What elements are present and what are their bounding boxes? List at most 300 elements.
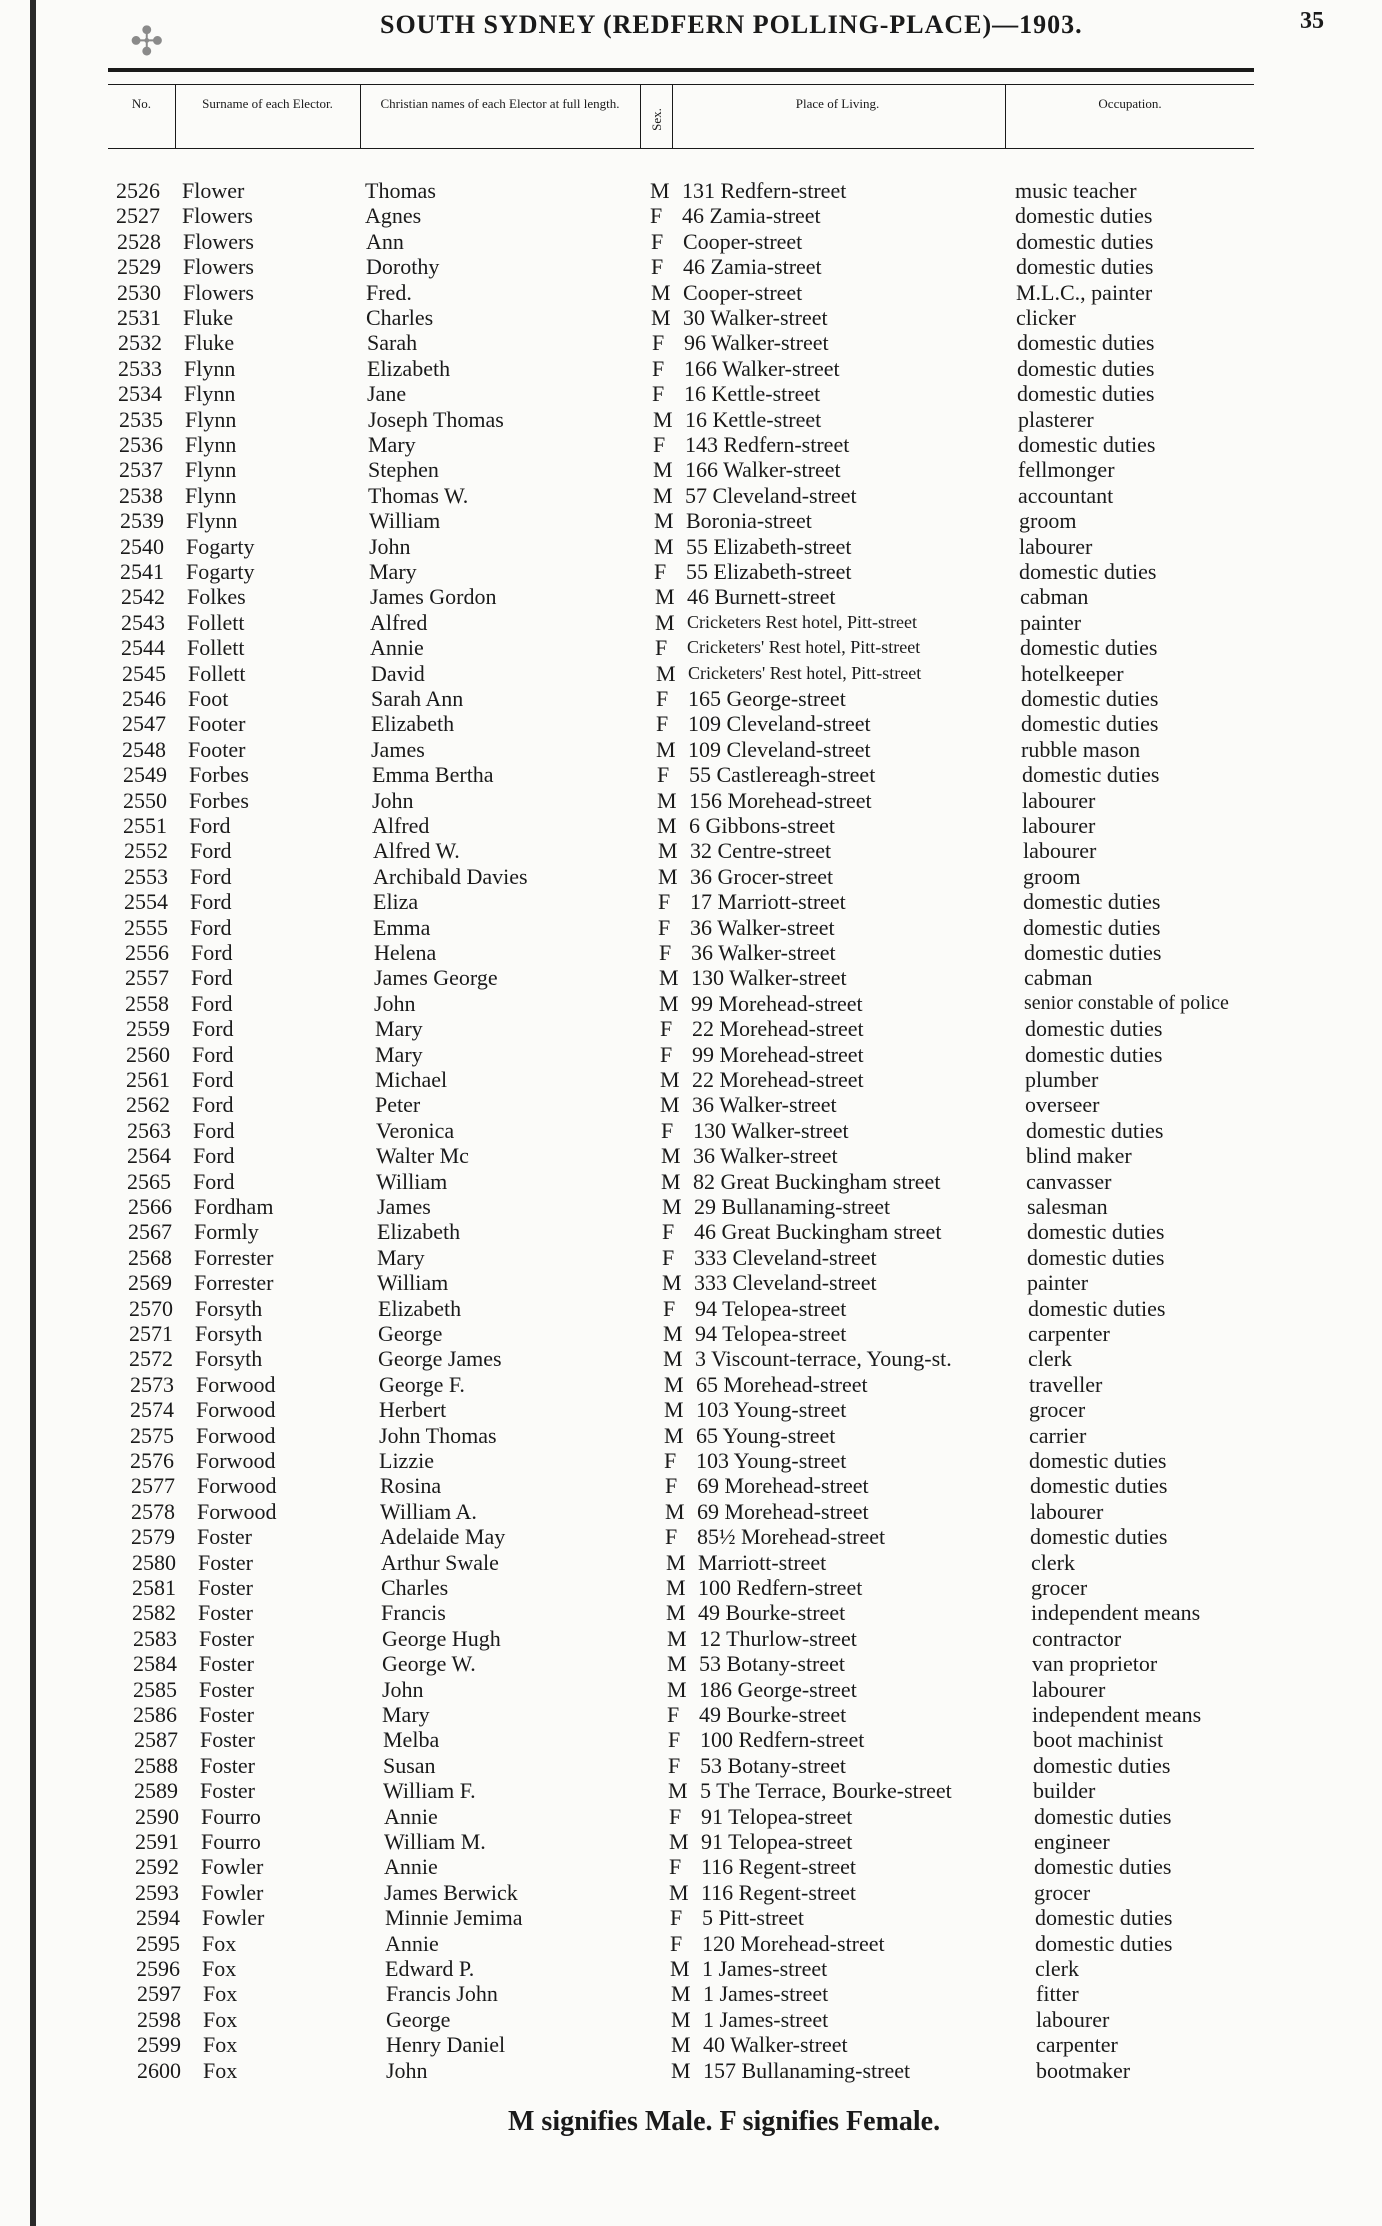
table-row (0, 991, 1382, 1016)
elector-place-of-living: 22 Morehead-street (692, 1016, 864, 1042)
elector-place-of-living: 53 Botany-street (699, 1651, 846, 1677)
elector-place-of-living: 36 Walker-street (692, 1092, 837, 1118)
elector-number: 2559 (126, 1016, 170, 1042)
elector-sex: M (653, 406, 673, 432)
table-row (0, 1346, 1382, 1371)
column-header-occupation: Occupation. (1098, 96, 1162, 111)
elector-number: 2597 (137, 1981, 181, 2007)
elector-christian-names: Sarah Ann (371, 686, 464, 711)
elector-christian-names: Melba (383, 1727, 440, 1753)
elector-sex: F (654, 559, 667, 584)
elector-sex: M (657, 813, 677, 838)
elector-number: 2588 (134, 1752, 178, 1778)
elector-place-of-living: 32 Centre-street (690, 838, 832, 864)
elector-surname: Foster (199, 1702, 254, 1727)
elector-surname: Flowers (183, 279, 254, 305)
elector-place-of-living: 69 Morehead-street (697, 1473, 869, 1499)
elector-christian-names: William (376, 1168, 448, 1194)
elector-place-of-living: 120 Morehead-street (702, 1930, 885, 1956)
elector-place-of-living: 99 Morehead-street (692, 1041, 864, 1067)
elector-sex: F (667, 1702, 680, 1727)
elector-place-of-living: 1 James-street (702, 1956, 828, 1981)
table-row (0, 356, 1382, 381)
page-number: 35 (1300, 8, 1324, 34)
elector-place-of-living: 1 James-street (703, 2006, 829, 2032)
elector-christian-names: Mary (375, 1016, 423, 1042)
table-row (0, 559, 1382, 584)
elector-occupation: clerk (1028, 1346, 1072, 1372)
elector-number: 2600 (137, 2057, 181, 2083)
elector-occupation: fellmonger (1018, 457, 1115, 483)
elector-surname: Fourro (201, 1829, 261, 1854)
header-rule (108, 84, 1254, 85)
table-row (0, 1448, 1382, 1473)
elector-number: 2585 (133, 1676, 177, 1702)
elector-sex: M (655, 584, 675, 610)
elector-place-of-living: 3 Viscount-terrace, Young-st. (695, 1346, 952, 1372)
elector-occupation: carrier (1029, 1422, 1087, 1448)
elector-christian-names: Jane (367, 381, 407, 407)
elector-surname: Forrester (194, 1270, 274, 1296)
table-row (0, 1524, 1382, 1549)
elector-surname: Ford (193, 1168, 235, 1194)
elector-occupation: domestic duties (1017, 355, 1155, 381)
elector-number: 2534 (118, 381, 162, 407)
elector-place-of-living: 94 Telopea-street (695, 1321, 847, 1346)
elector-number: 2592 (135, 1854, 179, 1880)
elector-sex: M (671, 1981, 691, 2007)
table-row (0, 1143, 1382, 1168)
elector-surname: Foster (198, 1575, 253, 1600)
elector-number: 2583 (133, 1625, 177, 1651)
elector-christian-names: Stephen (368, 457, 439, 483)
elector-number: 2563 (127, 1117, 171, 1143)
elector-place-of-living: 36 Walker-street (691, 940, 836, 965)
elector-christian-names: John (382, 1676, 424, 1702)
elector-sex: M (650, 178, 670, 203)
elector-place-of-living: 46 Zamia-street (683, 254, 822, 280)
elector-number: 2596 (136, 1956, 180, 1981)
table-row (0, 381, 1382, 406)
table-row (0, 280, 1382, 305)
elector-christian-names: Rosina (380, 1473, 442, 1499)
elector-number: 2555 (124, 914, 168, 940)
elector-place-of-living: 103 Young-street (696, 1397, 847, 1423)
elector-occupation: domestic duties (1030, 1524, 1168, 1550)
elector-occupation: domestic duties (1021, 686, 1159, 711)
elector-occupation: builder (1033, 1778, 1096, 1804)
elector-sex: M (651, 305, 671, 330)
elector-christian-names: William A. (380, 1498, 477, 1524)
table-row (0, 1550, 1382, 1575)
elector-christian-names: Elizabeth (377, 1219, 461, 1245)
sex-legend: M signifies Male. F signifies Female. (508, 2106, 941, 2137)
table-row (0, 965, 1382, 990)
elector-christian-names: Alfred (372, 813, 430, 838)
elector-christian-names: John (386, 2057, 428, 2083)
elector-sex: M (661, 1143, 681, 1169)
elector-place-of-living: 96 Walker-street (684, 330, 829, 356)
elector-surname: Ford (190, 863, 232, 889)
elector-sex: F (663, 1295, 676, 1321)
elector-occupation: domestic duties (1017, 330, 1155, 356)
table-row (0, 483, 1382, 508)
elector-sex: F (662, 1219, 675, 1245)
elector-place-of-living: 156 Morehead-street (689, 787, 872, 813)
elector-number: 2568 (128, 1244, 172, 1270)
elector-number: 2587 (134, 1727, 178, 1753)
elector-occupation: cabman (1024, 965, 1093, 991)
table-row (0, 1981, 1382, 2006)
elector-christian-names: William (369, 508, 441, 534)
elector-surname: Forwood (196, 1397, 276, 1423)
elector-place-of-living: 130 Walker-street (693, 1117, 849, 1143)
elector-occupation: music teacher (1015, 178, 1137, 203)
elector-surname: Ford (191, 940, 233, 965)
elector-place-of-living: 46 Burnett-street (687, 584, 836, 610)
elector-christian-names: James George (374, 965, 498, 991)
table-row (0, 1499, 1382, 1524)
elector-occupation: grocer (1031, 1575, 1088, 1600)
elector-sex: M (654, 533, 674, 559)
table-row (0, 1905, 1382, 1930)
elector-christian-names: Francis (381, 1600, 446, 1626)
elector-surname: Fluke (184, 330, 235, 356)
elector-sex: M (660, 1067, 680, 1092)
elector-christian-names: George Hugh (382, 1625, 501, 1651)
column-header-no: No. (131, 96, 152, 111)
elector-christian-names: George (378, 1321, 443, 1346)
elector-christian-names: Veronica (376, 1117, 455, 1143)
ink-smudge: ✣ (130, 19, 164, 64)
elector-place-of-living: 12 Thurlow-street (699, 1625, 857, 1651)
table-row (0, 788, 1382, 813)
elector-sex: M (668, 1778, 688, 1804)
elector-number: 2558 (125, 990, 169, 1016)
elector-place-of-living: Cooper-street (683, 228, 803, 254)
elector-occupation: senior constable of police (1024, 991, 1229, 1014)
elector-christian-names: Mary (368, 432, 416, 457)
elector-sex: M (665, 1498, 685, 1524)
elector-sex: M (658, 863, 678, 889)
elector-place-of-living: 29 Bullanaming-street (694, 1194, 891, 1219)
elector-christian-names: Mary (375, 1041, 423, 1067)
elector-surname: Forwood (197, 1473, 277, 1499)
elector-occupation: domestic duties (1035, 1905, 1173, 1931)
table-row (0, 1245, 1382, 1270)
elector-sex: F (658, 914, 671, 940)
table-row (0, 1118, 1382, 1143)
elector-surname: Follett (187, 635, 245, 661)
elector-occupation: domestic duties (1023, 889, 1161, 915)
elector-sex: F (658, 889, 671, 915)
elector-surname: Flowers (182, 203, 253, 229)
elector-place-of-living: 100 Redfern-street (698, 1575, 863, 1600)
elector-place-of-living: 82 Great Buckingham street (693, 1168, 941, 1194)
table-row (0, 1169, 1382, 1194)
elector-sex: M (663, 1346, 683, 1372)
elector-number: 2586 (133, 1702, 177, 1727)
elector-surname: Ford (192, 1092, 234, 1118)
elector-number: 2566 (128, 1194, 172, 1219)
elector-number: 2551 (123, 813, 167, 838)
elector-surname: Flower (182, 178, 245, 203)
table-row (0, 407, 1382, 432)
elector-christian-names: Arthur Swale (381, 1549, 499, 1575)
elector-number: 2547 (122, 711, 166, 737)
elector-christian-names: David (371, 660, 425, 686)
table-row (0, 635, 1382, 660)
table-row (0, 686, 1382, 711)
elector-occupation: domestic duties (1024, 940, 1162, 965)
elector-occupation: labourer (1023, 838, 1097, 864)
elector-occupation: plumber (1025, 1067, 1099, 1092)
elector-occupation: domestic duties (1015, 203, 1153, 229)
elector-sex: F (661, 1117, 674, 1143)
column-divider (360, 84, 361, 148)
elector-number: 2544 (121, 635, 165, 661)
elector-occupation: clerk (1035, 1956, 1079, 1981)
elector-christian-names: Mary (369, 559, 417, 584)
table-row (0, 203, 1382, 228)
elector-christian-names: John (369, 533, 411, 559)
elector-place-of-living: 91 Telopea-street (701, 1829, 853, 1854)
elector-occupation: salesman (1027, 1194, 1108, 1219)
elector-christian-names: Edward P. (385, 1956, 475, 1981)
elector-surname: Foster (198, 1549, 253, 1575)
table-row (0, 508, 1382, 533)
elector-place-of-living: 53 Botany-street (700, 1752, 847, 1778)
elector-surname: Foster (198, 1600, 253, 1626)
elector-place-of-living: 166 Walker-street (685, 457, 841, 483)
elector-christian-names: Minnie Jemima (385, 1905, 523, 1931)
elector-christian-names: James Berwick (384, 1879, 518, 1905)
elector-place-of-living: 109 Cleveland-street (688, 711, 871, 737)
elector-occupation: grocer (1029, 1397, 1086, 1423)
elector-christian-names: George James (378, 1346, 502, 1372)
column-divider (640, 84, 641, 148)
table-row (0, 1778, 1382, 1803)
elector-christian-names: Agnes (365, 203, 422, 229)
elector-number: 2538 (119, 482, 163, 508)
elector-place-of-living: 103 Young-street (696, 1448, 847, 1473)
table-row (0, 432, 1382, 457)
elector-place-of-living: 69 Morehead-street (697, 1498, 869, 1524)
elector-christian-names: John (374, 990, 416, 1016)
elector-place-of-living: 130 Walker-street (691, 965, 847, 991)
elector-number: 2599 (137, 2032, 181, 2058)
elector-surname: Fordham (194, 1194, 274, 1219)
elector-sex: M (662, 1194, 682, 1219)
elector-occupation: domestic duties (1026, 1117, 1164, 1143)
table-row (0, 864, 1382, 889)
elector-surname: Fluke (183, 305, 234, 330)
column-divider (1005, 84, 1006, 148)
elector-place-of-living: 6 Gibbons-street (689, 813, 836, 838)
table-row (0, 1956, 1382, 1981)
elector-number: 2594 (136, 1905, 180, 1931)
elector-sex: M (655, 609, 675, 635)
elector-surname: Foster (199, 1651, 254, 1677)
elector-sex: M (653, 457, 673, 483)
elector-place-of-living: 143 Redfern-street (685, 432, 850, 457)
elector-surname: Foster (199, 1625, 254, 1651)
elector-place-of-living: 116 Regent-street (701, 1879, 856, 1905)
elector-christian-names: Alfred (370, 609, 428, 635)
elector-number: 2546 (122, 686, 166, 711)
elector-sex: M (664, 1371, 684, 1397)
elector-surname: Footer (188, 711, 246, 737)
elector-surname: Ford (192, 1041, 234, 1067)
elector-christian-names: Thomas W. (368, 482, 469, 508)
elector-surname: Flowers (183, 228, 254, 254)
elector-number: 2527 (116, 203, 160, 229)
elector-surname: Fogarty (186, 559, 255, 584)
elector-number: 2549 (123, 762, 167, 788)
table-row (0, 1219, 1382, 1244)
elector-surname: Ford (190, 889, 232, 915)
elector-number: 2561 (126, 1067, 170, 1092)
elector-place-of-living: Cooper-street (683, 279, 803, 305)
elector-place-of-living: 36 Walker-street (690, 914, 835, 940)
elector-surname: Ford (192, 1016, 234, 1042)
elector-sex: M (663, 1321, 683, 1346)
elector-surname: Foster (200, 1778, 255, 1804)
elector-surname: Foot (188, 686, 229, 711)
elector-surname: Forwood (196, 1422, 276, 1448)
elector-occupation: domestic duties (1020, 635, 1158, 661)
elector-number: 2593 (135, 1879, 179, 1905)
table-row (0, 1423, 1382, 1448)
elector-number: 2577 (131, 1473, 175, 1499)
elector-occupation: labourer (1030, 1498, 1104, 1524)
elector-occupation: domestic duties (1022, 762, 1160, 788)
elector-surname: Ford (191, 965, 233, 991)
elector-occupation: domestic duties (1025, 1041, 1163, 1067)
elector-place-of-living: 91 Telopea-street (701, 1803, 853, 1829)
elector-place-of-living: 85½ Morehead-street (697, 1524, 886, 1550)
elector-christian-names: Dorothy (366, 254, 440, 280)
elector-occupation: carpenter (1036, 2032, 1118, 2058)
elector-christian-names: Eliza (373, 889, 419, 915)
elector-sex: F (656, 711, 669, 737)
elector-surname: Forrester (194, 1244, 274, 1270)
elector-occupation: domestic duties (1034, 1803, 1172, 1829)
elector-number: 2579 (131, 1524, 175, 1550)
elector-occupation: carpenter (1028, 1321, 1110, 1346)
elector-surname: Foster (197, 1524, 252, 1550)
elector-place-of-living: 94 Telopea-street (695, 1295, 847, 1321)
elector-place-of-living: 55 Castlereagh-street (689, 762, 876, 788)
elector-number: 2560 (126, 1041, 170, 1067)
elector-place-of-living: 49 Bourke-street (699, 1702, 847, 1727)
elector-sex: F (668, 1752, 681, 1778)
elector-sex: F (655, 635, 668, 661)
page-title: SOUTH SYDNEY (REDFERN POLLING-PLACE)—1903. (380, 10, 1083, 39)
elector-sex: F (665, 1473, 678, 1499)
elector-surname: Forsyth (195, 1295, 263, 1321)
elector-place-of-living: 40 Walker-street (703, 2032, 848, 2058)
elector-place-of-living: 16 Kettle-street (684, 381, 821, 407)
elector-number: 2562 (126, 1092, 170, 1118)
elector-place-of-living: 65 Morehead-street (696, 1371, 868, 1397)
elector-place-of-living: Cricketers' Rest hotel, Pitt-street (688, 662, 922, 683)
column-divider (672, 84, 673, 148)
elector-christian-names: Henry Daniel (386, 2032, 506, 2058)
elector-number: 2552 (124, 838, 168, 864)
elector-number: 2580 (132, 1549, 176, 1575)
table-row (0, 2032, 1382, 2057)
elector-number: 2595 (136, 1930, 180, 1956)
elector-occupation: labourer (1022, 787, 1096, 813)
elector-occupation: domestic duties (1035, 1930, 1173, 1956)
elector-christian-names: Mary (377, 1244, 425, 1270)
elector-surname: Forwood (197, 1498, 277, 1524)
elector-place-of-living: 1 James-street (703, 1981, 829, 2007)
table-row (0, 1067, 1382, 1092)
elector-place-of-living: 333 Cleveland-street (694, 1244, 877, 1270)
elector-surname: Forsyth (195, 1346, 263, 1372)
elector-number: 2581 (132, 1575, 176, 1600)
elector-surname: Ford (193, 1117, 235, 1143)
elector-number: 2576 (130, 1448, 174, 1473)
elector-sex: F (652, 355, 665, 381)
elector-number: 2591 (135, 1829, 179, 1854)
elector-christian-names: Annie (385, 1930, 439, 1956)
elector-surname: Ford (190, 838, 232, 864)
table-row (0, 1626, 1382, 1651)
elector-sex: F (650, 203, 663, 229)
elector-sex: M (671, 2006, 691, 2032)
elector-sex: F (669, 1803, 682, 1829)
elector-christian-names: Annie (384, 1854, 438, 1880)
elector-number: 2556 (125, 940, 169, 965)
elector-christian-names: Francis John (386, 1981, 498, 2007)
elector-occupation: domestic duties (1028, 1295, 1166, 1321)
elector-surname: Ford (192, 1067, 234, 1092)
elector-occupation: canvasser (1026, 1168, 1112, 1194)
elector-number: 2584 (133, 1651, 177, 1677)
table-row (0, 762, 1382, 787)
elector-christian-names: Lizzie (379, 1448, 434, 1473)
elector-surname: Flynn (186, 508, 238, 534)
elector-christian-names: William (377, 1270, 449, 1296)
table-row (0, 661, 1382, 686)
elector-sex: M (659, 990, 679, 1016)
elector-surname: Fowler (201, 1854, 264, 1880)
column-header-sex: Sex. (648, 108, 664, 131)
elector-number: 2582 (132, 1600, 176, 1626)
elector-number: 2569 (128, 1270, 172, 1296)
elector-occupation: domestic duties (1025, 1016, 1163, 1042)
table-row (0, 2058, 1382, 2083)
elector-occupation: hotelkeeper (1021, 660, 1124, 686)
elector-number: 2578 (131, 1498, 175, 1524)
elector-occupation: bootmaker (1036, 2057, 1131, 2083)
elector-number: 2553 (124, 863, 168, 889)
elector-place-of-living: Marriott-street (698, 1549, 827, 1575)
elector-place-of-living: 109 Cleveland-street (688, 736, 871, 762)
elector-sex: F (670, 1930, 683, 1956)
elector-occupation: plasterer (1018, 406, 1094, 432)
elector-place-of-living: 55 Elizabeth-street (686, 559, 852, 584)
table-row (0, 1372, 1382, 1397)
elector-surname: Formly (194, 1219, 259, 1245)
elector-number: 2590 (135, 1803, 179, 1829)
elector-number: 2564 (127, 1143, 171, 1169)
elector-place-of-living: 116 Regent-street (701, 1854, 856, 1880)
elector-sex: M (666, 1549, 686, 1575)
